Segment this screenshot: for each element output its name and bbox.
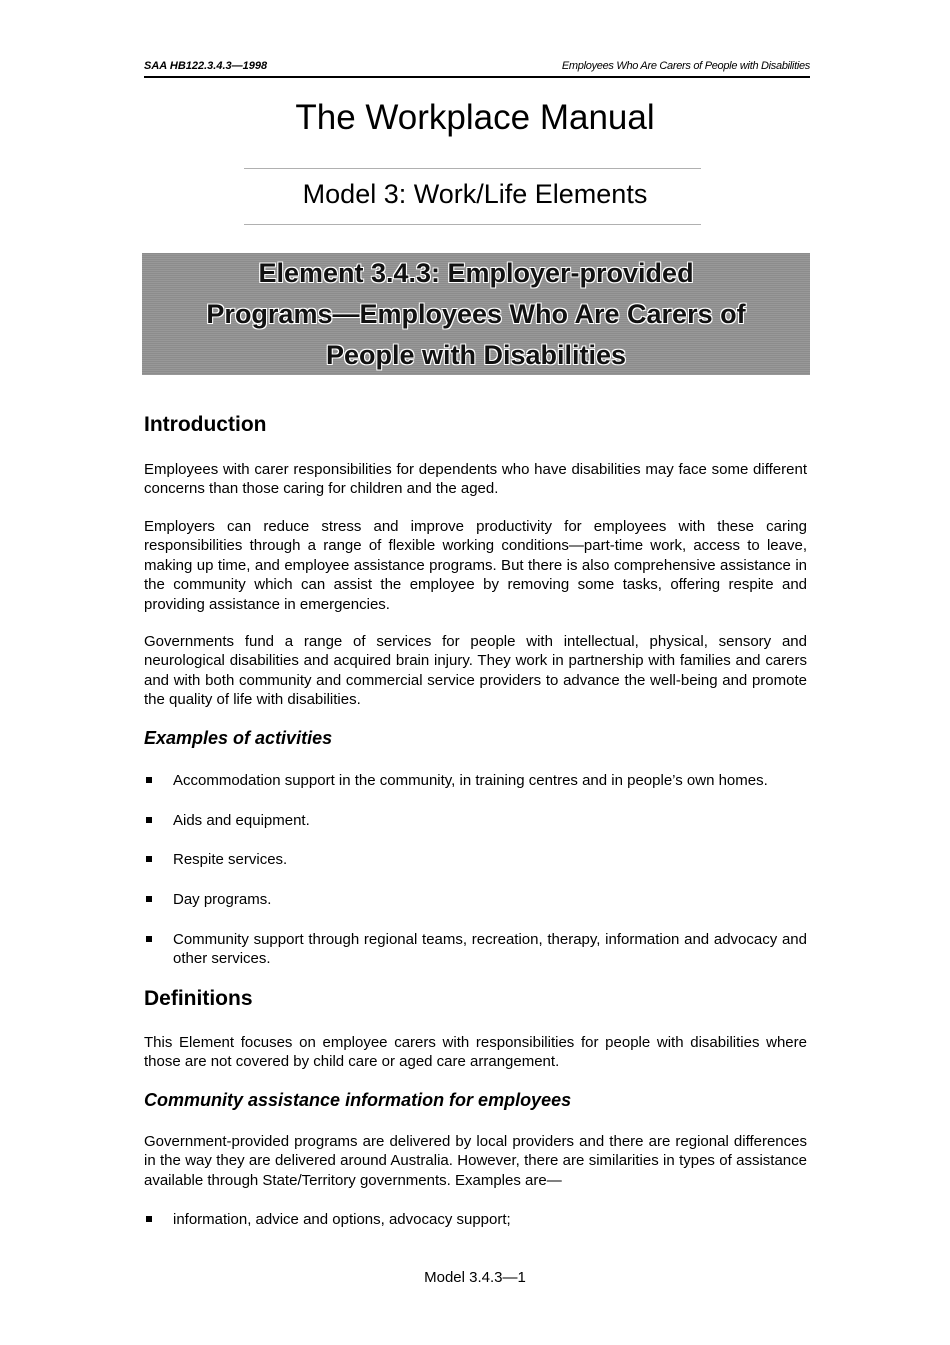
list-item: [144, 771, 807, 790]
community-heading: Community assistance information for employees: [144, 1090, 572, 1110]
title-divider-top: [244, 168, 701, 169]
list-item-text: Accommodation support in the community, in training centres and in people’s own homes.: [173, 772, 768, 789]
definitions-paragraph: This Element focuses on employee carers with responsibilities for people with disabilities where those are not covered by child care or aged care arrangement.: [144, 1034, 807, 1071]
list-item: [144, 930, 807, 969]
list-item-text: Respite services.: [173, 851, 288, 868]
element-heading-line-2: Programs—Employees Who Are Carers of: [206, 298, 746, 329]
element-heading-line-1: Element 3.4.3: Employer-provided: [258, 257, 694, 288]
introduction-paragraph-2: Employers can reduce stress and improve productivity for employees with these caring responsibilities through a range of flexible working conditions—part-time work, access to leave, making up time, and employee assistance programs. But there is also comprehensive assistance in the community which can assist the employee by removing some tasks, offering respite and providing assistance in emergencies.: [144, 518, 807, 613]
element-banner: [142, 253, 810, 375]
examples-heading: Examples of activities: [144, 728, 333, 748]
list-item: [144, 811, 807, 830]
header-doc-code: SAA HB122.3.4.3—1998: [144, 60, 268, 72]
list-item-text: Day programs.: [173, 891, 272, 908]
model-title: Model 3: Work/Life Elements: [302, 179, 648, 209]
title-divider-bottom: [244, 224, 701, 225]
bullet-icon: [146, 936, 152, 942]
element-heading: [206, 253, 745, 376]
bullet-icon: [146, 896, 152, 902]
community-paragraph: Government-provided programs are delivered by local providers and there are regional differences in the way they are delivered around Australia. However, there are similarities in types of assistance available through State/Territory governments. Examples are—: [144, 1133, 807, 1189]
header-running-title: Employees Who Are Carers of People with Disabilities: [561, 60, 810, 72]
bullet-icon: [146, 856, 152, 862]
definitions-heading: Definitions: [144, 987, 253, 1010]
introduction-paragraph-3: Governments fund a range of services for people with intellectual, physical, sensory and neurological disabilities and acquired brain injury. They work in partnership with families and carers and with both community and commercial service providers to advance the well-being and promote the quality of life with disabilities.: [144, 633, 807, 709]
running-header: [144, 60, 810, 78]
list-item-text: Community support through regional teams, recreation, therapy, information and advocacy and other services.: [173, 931, 807, 968]
document-title: The Workplace Manual: [295, 98, 655, 137]
page-number: Model 3.4.3—1: [424, 1269, 526, 1286]
list-item-text: Aids and equipment.: [173, 812, 310, 829]
element-heading-line-3: People with Disabilities: [325, 339, 627, 370]
bullet-icon: [146, 817, 152, 823]
bullet-icon: [146, 777, 152, 783]
list-item: [144, 890, 807, 909]
list-item: [144, 850, 807, 869]
introduction-heading: Introduction: [144, 413, 267, 436]
list-item: [144, 1210, 807, 1229]
bullet-icon: [146, 1216, 152, 1222]
introduction-paragraph-1: Employees with carer responsibilities for dependents who have disabilities may face some different concerns than those caring for children and the aged.: [144, 461, 807, 498]
list-item-text: information, advice and options, advocacy support;: [173, 1211, 511, 1228]
